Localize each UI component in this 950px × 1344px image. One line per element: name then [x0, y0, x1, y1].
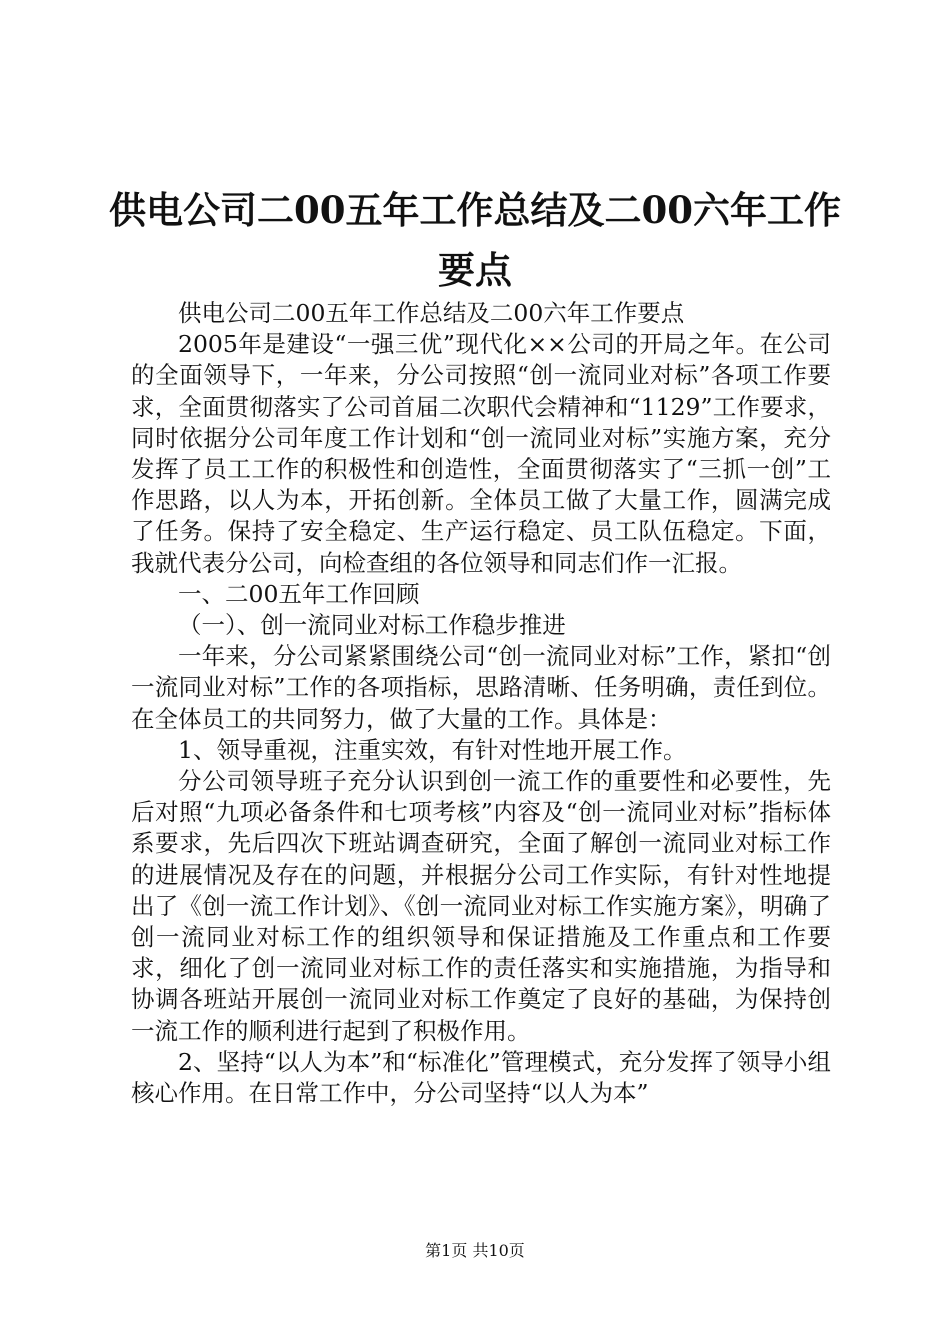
- document-body: [131, 298, 831, 1109]
- paragraph-heading-repeat: 供电公司二00五年工作总结及二00六年工作要点: [178, 299, 685, 327]
- paragraph-intro: 2005年是建设“一强三优”现代化××公司的开局之年。在公司的全面领导下，一年来，分公司按照“创一流同业对标”各项工作要求，全面贯彻落实了公司首届二次职代会精神和“1129”工作要求，同时依据分公司年度工作计划和“创一流同业对标”实施方案，充分发挥了员工工作的积极性和创造性，全面贯彻落实了“三抓一创”工作思路，以人为本，开拓创新。全体员工做了大量工作，圆满完成了任务。保持了安全稳定、生产运行稳定、员工队伍稳定。下面，我就代表分公司，向检查组的各位领导和同志们作一汇报。: [131, 330, 831, 577]
- paragraph-item-1: 分公司领导班子充分认识到创一流工作的重要性和必要性，先后对照“九项必备条件和七项考核”内容及“创一流同业对标”指标体系要求，先后四次下班站调查研究，全面了解创一流同业对标工作的进展情况及存在的问题，并根据分公司工作实际，有针对性地提出了《创一流工作计划》、《创一流同业对标工作实施方案》，明确了创一流同业对标工作的组织领导和保证措施及工作重点和工作要求，细化了创一流同业对标工作的责任落实和实施措施，为指导和协调各班站开展创一流同业对标工作奠定了良好的基础，为保持创一流工作的顺利进行起到了积极作用。: [131, 767, 831, 1045]
- subsection-heading: （一）、创一流同业对标工作稳步推进: [178, 611, 566, 640]
- section-heading: 一、二00五年工作回顾: [178, 579, 420, 608]
- document-title-line-1: 供电公司二00五年工作总结及二00六年工作: [109, 188, 841, 232]
- item-heading-1: 1、领导重视，注重实效，有针对性地开展工作。: [178, 735, 687, 764]
- document-title-line-2: 要点: [438, 248, 512, 292]
- paragraph-overview: 一年来，分公司紧紧围绕公司“创一流同业对标”工作，紧扣“创一流同业对标”工作的各项指标，思路清晰、任务明确，责任到位。在全体员工的共同努力，做了大量的工作。具体是：: [131, 642, 831, 733]
- paragraph-item-2: 2、坚持“以人为本”和“标准化”管理模式，充分发挥了领导小组核心作用。在日常工作中，分公司坚持“以人为本”: [131, 1047, 831, 1108]
- page-footer: 第1页 共10页: [425, 1241, 525, 1260]
